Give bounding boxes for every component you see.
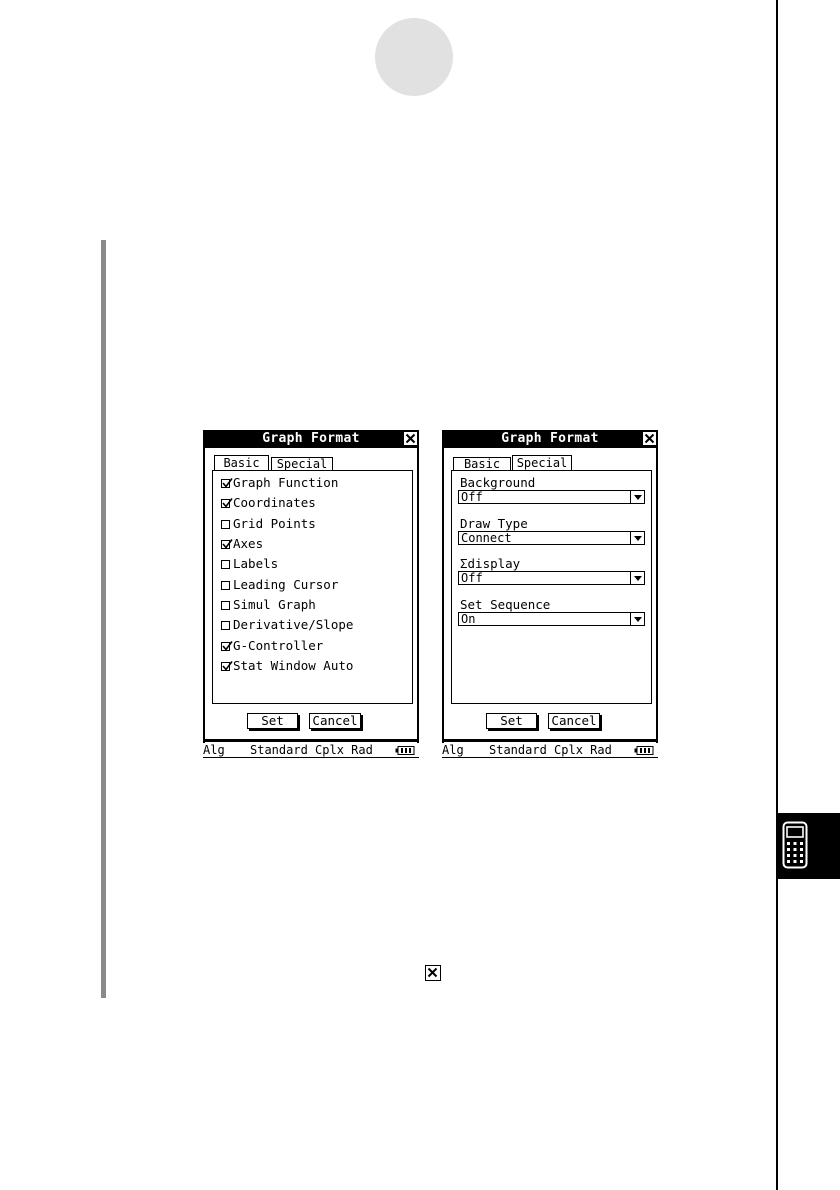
chapter-tab [777,813,840,879]
field-label-sigma-display: Σdisplay [460,556,521,571]
option-label: Coordinates [233,495,316,510]
option-label: Grid Points [233,516,316,531]
close-icon[interactable] [404,432,417,445]
chapter-circle [375,18,453,96]
checkbox-unchecked[interactable] [221,560,230,569]
option-label: Simul Graph [233,597,316,612]
sigma-display-select[interactable] [458,571,645,585]
option-labels[interactable] [221,556,278,572]
status-settings: Standard Cplx Rad [489,743,612,757]
dialog-body [442,448,658,743]
set-button[interactable]: Set [486,713,537,729]
status-mode: Alg [203,743,225,757]
option-label: Stat Window Auto [233,658,354,673]
dialog-bottom-border [442,739,658,742]
checkbox-checked[interactable] [221,540,230,549]
dialog-title: Graph Format [262,431,360,446]
page-edge-rule [776,0,778,1190]
dialog-body [203,448,419,743]
checkbox-checked[interactable] [221,479,230,488]
checkbox-checked[interactable] [221,499,230,508]
checkbox-unchecked[interactable] [221,601,230,610]
calculator-icon [782,821,808,869]
set-sequence-select[interactable] [458,612,645,626]
dialog-bottom-border [203,739,419,742]
checkbox-checked[interactable] [221,662,230,671]
option-g-controller[interactable] [221,638,323,654]
field-label-background: Background [460,475,536,490]
select-value: Connect [461,531,512,545]
background-select[interactable] [458,490,645,504]
special-panel [451,470,652,704]
option-label: Labels [233,556,279,571]
option-graph-function[interactable] [221,475,338,491]
select-value: Off [461,571,483,585]
set-button[interactable]: Set [247,713,298,729]
close-icon[interactable] [643,432,656,445]
battery-icon [395,746,415,755]
option-grid-points[interactable] [221,516,316,532]
field-label-set-sequence: Set Sequence [460,597,551,612]
tab-special[interactable]: Special [512,455,572,470]
option-derivative-slope[interactable] [221,617,353,633]
chevron-down-icon[interactable] [630,532,644,544]
status-mode: Alg [442,743,464,757]
option-simul-graph[interactable] [221,597,316,613]
graph-format-screen-basic [203,430,419,760]
checkbox-unchecked[interactable] [221,621,230,630]
field-label-draw-type: Draw Type [460,516,528,531]
option-label: Graph Function [233,475,339,490]
chevron-down-icon[interactable] [630,613,644,625]
option-stat-window-auto[interactable] [221,658,353,674]
battery-icon [634,746,654,755]
option-leading-cursor[interactable] [221,577,338,593]
status-bar [203,743,419,758]
option-coordinates[interactable] [221,495,316,511]
checkbox-checked[interactable] [221,642,230,651]
cancel-button[interactable]: Cancel [309,713,361,729]
select-value: On [461,612,476,626]
option-axes[interactable] [221,536,263,552]
graph-format-screen-special [442,430,658,760]
chevron-down-icon[interactable] [630,572,644,584]
chevron-down-icon[interactable] [630,491,644,503]
option-label: Leading Cursor [233,577,339,592]
status-settings: Standard Cplx Rad [250,743,373,757]
select-value: Off [461,490,483,504]
dialog-title: Graph Format [501,431,599,446]
dialog-titlebar [203,430,419,448]
option-label: G-Controller [233,638,324,653]
checkbox-unchecked[interactable] [221,581,230,590]
cancel-button[interactable]: Cancel [548,713,600,729]
status-bar [442,743,658,758]
option-label: Derivative/Slope [233,617,354,632]
dialog-titlebar [442,430,658,448]
draw-type-select[interactable] [458,531,645,545]
close-icon [425,965,441,981]
basic-panel [212,470,413,704]
margin-bar [101,240,106,998]
checkbox-unchecked[interactable] [221,520,230,529]
option-label: Axes [233,536,264,551]
tab-special[interactable]: Special [271,457,333,470]
tab-basic[interactable]: Basic [453,457,511,470]
tab-basic[interactable]: Basic [214,455,269,470]
